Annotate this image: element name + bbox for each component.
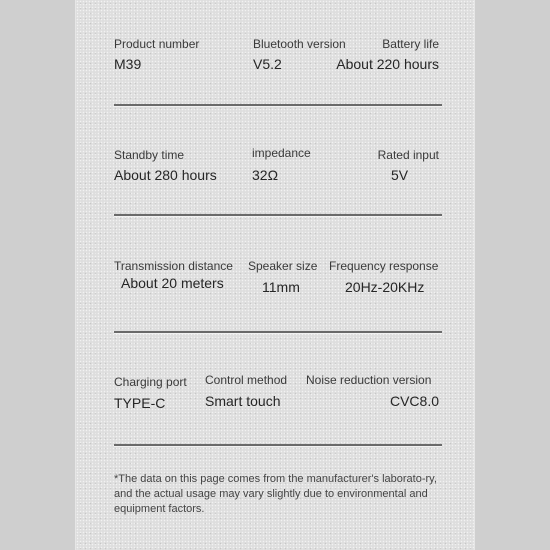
divider-3 [114,331,442,334]
rated-input-label: Rated input [377,148,439,162]
control-method-value: Smart touch [205,393,281,409]
standby-time-label: Standby time [114,148,185,162]
speaker-size-label: Speaker size [248,259,318,273]
transmission-distance-value: About 20 meters [121,275,224,291]
frequency-response-label: Frequency response [329,259,439,273]
frequency-response-value: 20Hz-20KHz [345,279,425,295]
divider-1 [114,104,442,107]
left-border [0,0,76,550]
footnote: *The data on this page comes from the manufacturer's laborato-ry, and the actual usage may vary slightly due to environmental and equipment factors. [114,473,437,515]
transmission-distance-label: Transmission distance [114,259,233,273]
standby-time-value: About 280 hours [114,167,217,183]
charging-port-value: TYPE-C [114,395,166,411]
rated-input-value: 5V [391,167,409,183]
bluetooth-version-label: Bluetooth version [253,37,346,51]
impedance-label: impedance [252,146,311,160]
control-method-label: Control method [205,373,288,387]
divider-4 [114,444,442,447]
battery-life-label: Battery life [382,37,439,51]
product-number-label: Product number [114,37,200,51]
product-number-value: M39 [114,56,142,72]
impedance-value: 32Ω [252,167,279,183]
speaker-size-value: 11mm [262,279,300,295]
right-border [474,0,550,550]
divider-2 [114,214,442,217]
charging-port-label: Charging port [114,375,187,389]
noise-reduction-label: Noise reduction version [306,373,432,387]
noise-reduction-value: CVC8.0 [389,393,439,409]
bluetooth-version-value: V5.2 [253,56,282,72]
battery-life-value: About 220 hours [336,56,439,72]
